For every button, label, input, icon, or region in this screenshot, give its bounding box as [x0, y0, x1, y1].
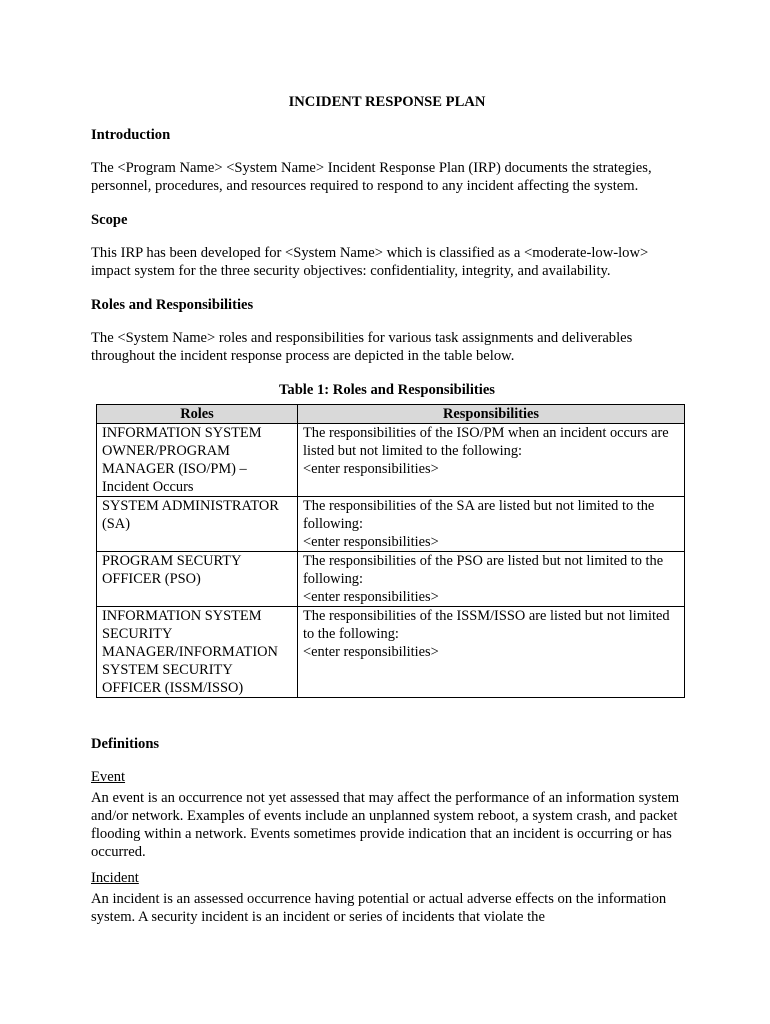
responsibility-cell: The responsibilities of the PSO are listed but not limited to the following: <enter responsibilities> — [298, 552, 685, 607]
roles-table — [96, 404, 685, 698]
responsibility-cell: The responsibilities of the ISO/PM when an incident occurs are listed but not limited to the following: <enter responsibilities> — [298, 424, 685, 497]
event-term: Event — [91, 769, 126, 785]
incident-paragraph: An incident is an assessed occurrence having potential or actual adverse effects on the information system. A security incident is an incident or series of incidents that violate the — [91, 891, 667, 925]
responsibility-cell: The responsibilities of the SA are listed but not limited to the following: <enter responsibilities> — [298, 497, 685, 552]
document-body — [91, 93, 683, 942]
event-paragraph: An event is an occurrence not yet assessed that may affect the performance of an information system and/or network. Examples of events include an unplanned system reboot, a system crash, and packet flooding within a network. Events sometimes provide indication that an incident is occurring or has occurred. — [91, 790, 680, 860]
role-cell: PROGRAM SECURTY OFFICER (PSO) — [97, 552, 298, 607]
roles-paragraph: The <System Name> roles and responsibilities for various task assignments and deliverables throughout the incident response process are depicted in the table below. — [91, 330, 633, 364]
scope-heading: Scope — [91, 212, 128, 228]
definitions-heading: Definitions — [91, 736, 160, 752]
scope-paragraph: This IRP has been developed for <System Name> which is classified as a <moderate-low-low> impact system for the three security objectives: confidentiality, integrity, and availability. — [91, 245, 649, 279]
table-row — [97, 552, 685, 607]
table-caption: Table 1: Roles and Responsibilities — [279, 382, 495, 398]
role-cell: INFORMATION SYSTEM SECURITY MANAGER/INFORMATION SYSTEM SECURITY OFFICER (ISSM/ISSO) — [97, 607, 298, 698]
table-header-row — [97, 405, 685, 424]
table-row — [97, 497, 685, 552]
roles-column-header: Roles — [97, 405, 298, 424]
role-cell: SYSTEM ADMINISTRATOR (SA) — [97, 497, 298, 552]
responsibility-cell: The responsibilities of the ISSM/ISSO are listed but not limited to the following: <enter responsibilities> — [298, 607, 685, 698]
responsibilities-column-header: Responsibilities — [298, 405, 685, 424]
table-row — [97, 424, 685, 497]
incident-term: Incident — [91, 870, 139, 886]
introduction-heading: Introduction — [91, 127, 171, 143]
table-row — [97, 607, 685, 698]
document-title: INCIDENT RESPONSE PLAN — [288, 94, 486, 110]
roles-heading: Roles and Responsibilities — [91, 297, 254, 313]
role-cell: INFORMATION SYSTEM OWNER/PROGRAM MANAGER (ISO/PM) – Incident Occurs — [97, 424, 298, 497]
introduction-paragraph: The <Program Name> <System Name> Incident Response Plan (IRP) documents the strategies, personnel, procedures, and resources required to respond to any incident affecting the system. — [91, 160, 652, 194]
